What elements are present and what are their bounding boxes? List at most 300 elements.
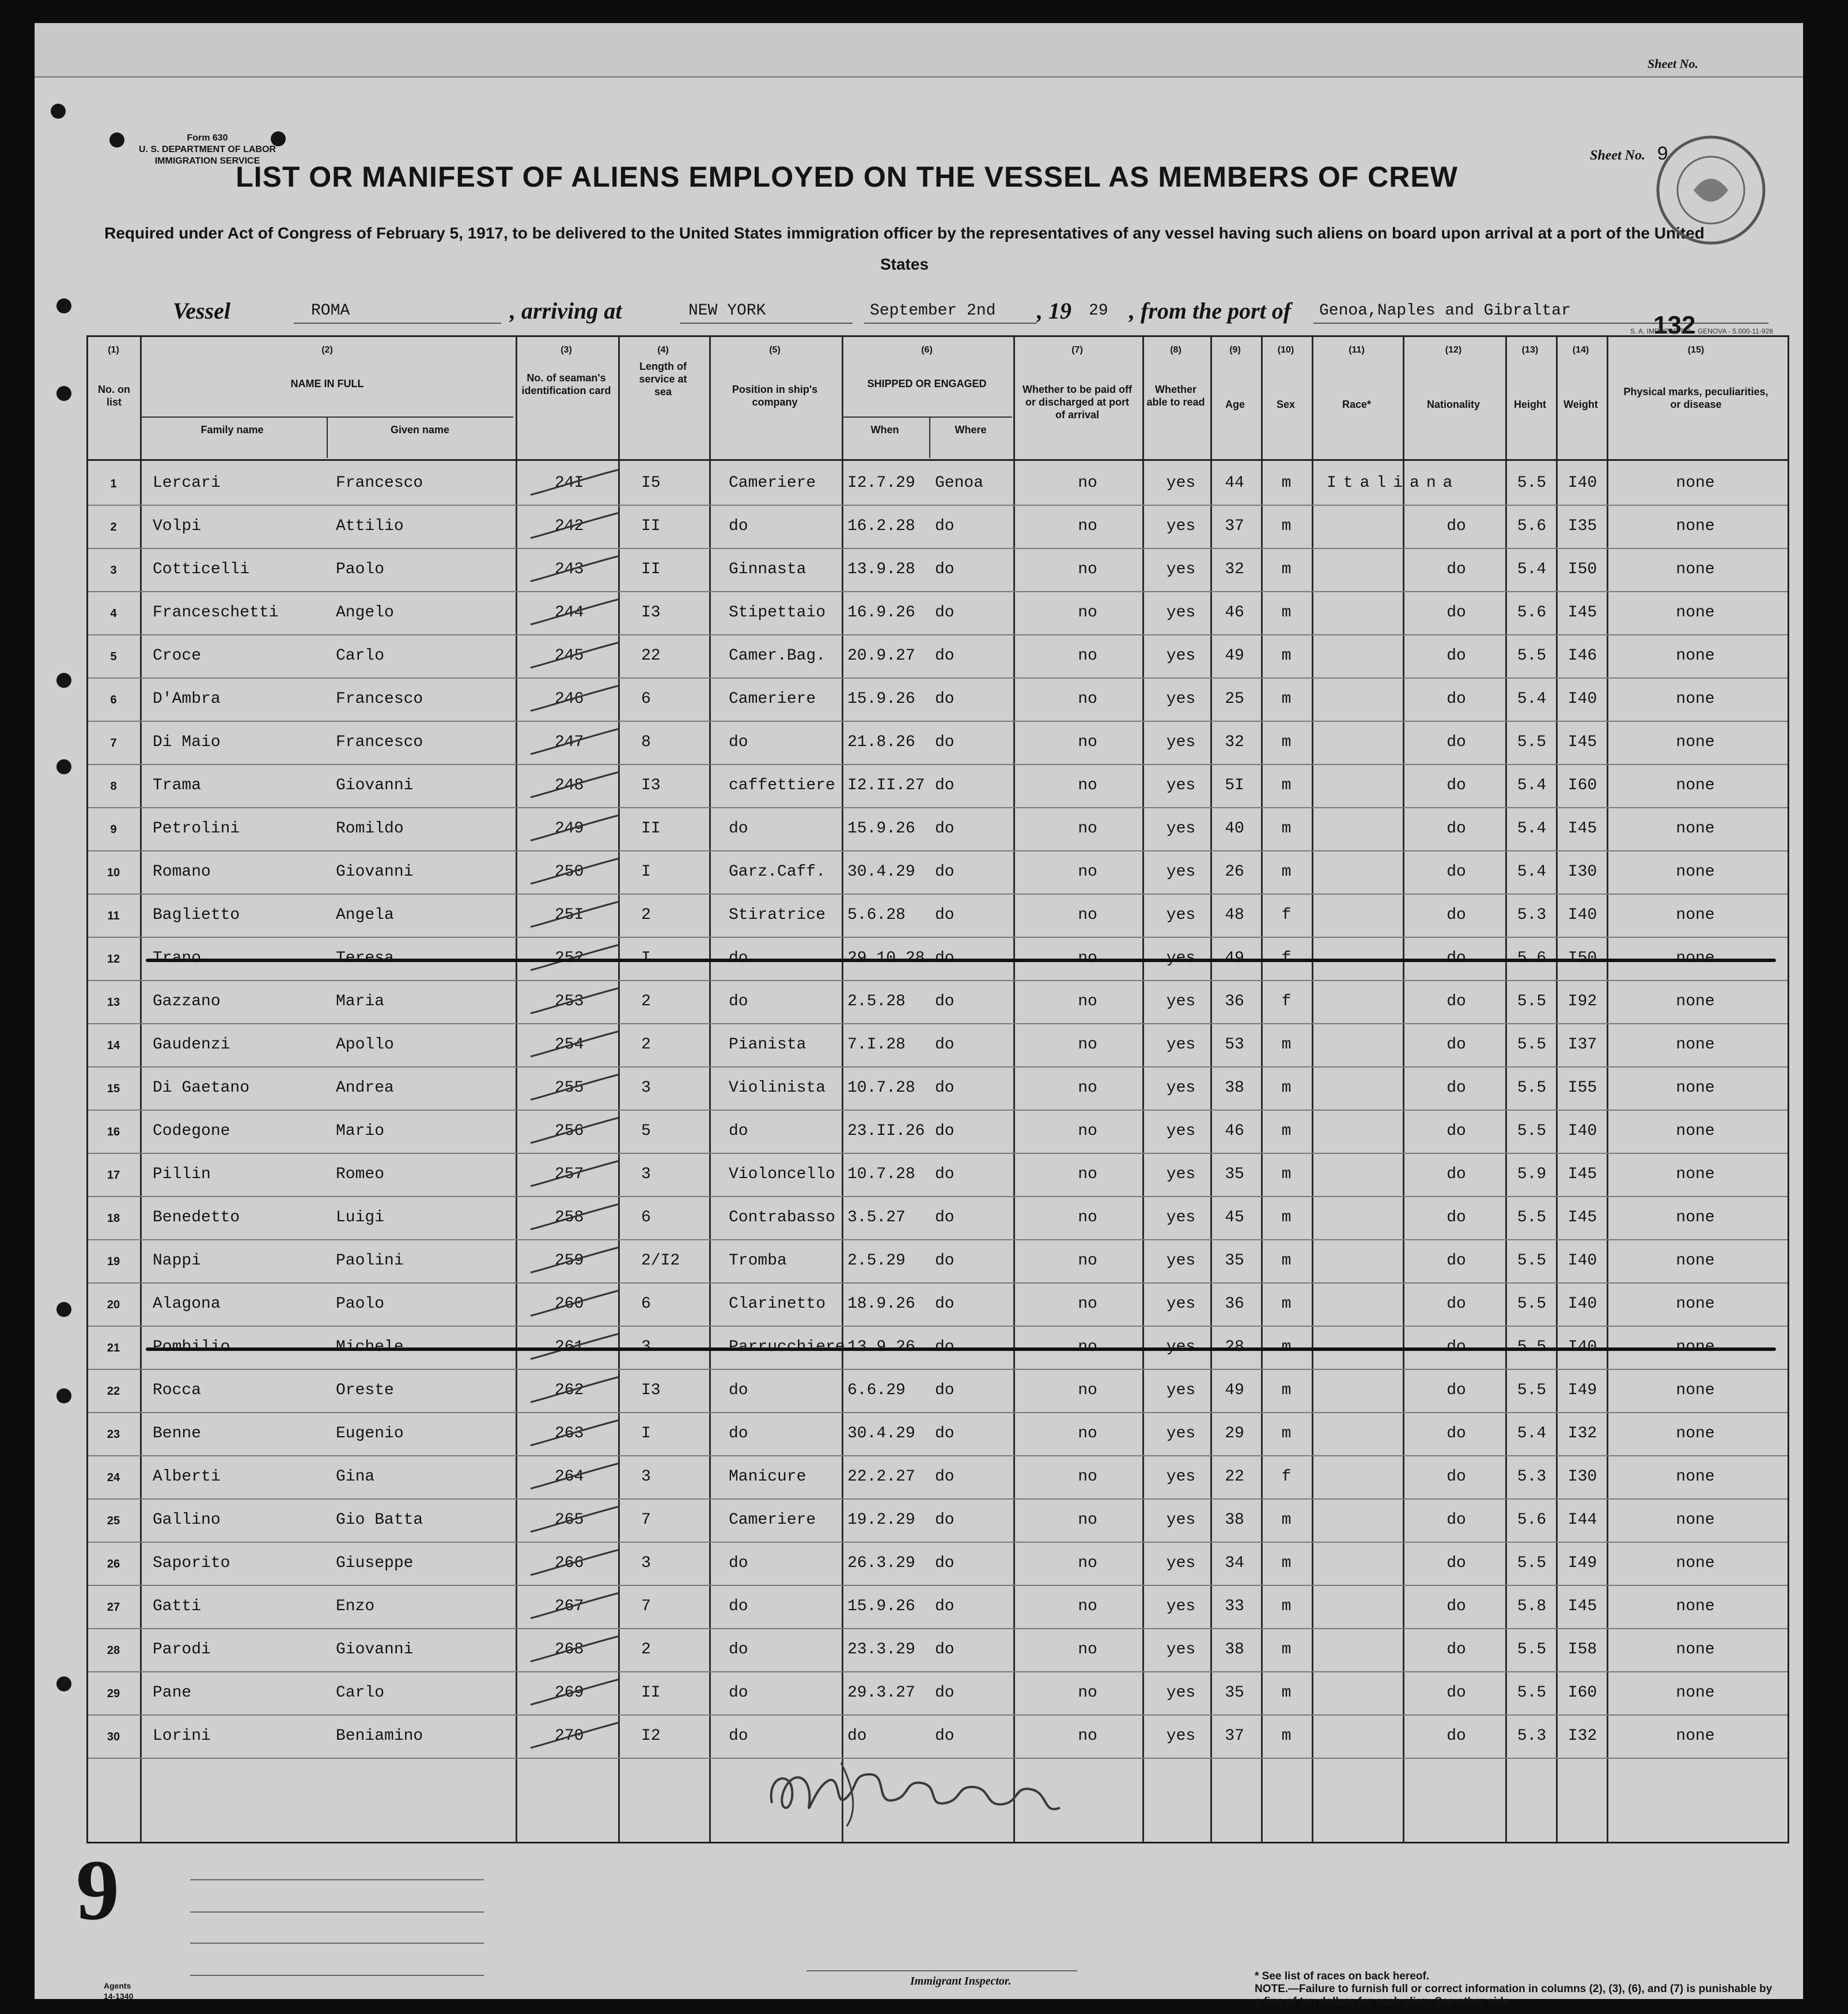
inspector-label: Immigrant Inspector. [910, 1975, 1012, 1988]
col-4-number: (4) [657, 345, 669, 355]
footer-line [190, 1911, 484, 1913]
cell-col-11: 37 [1225, 517, 1244, 535]
cell-col-11: 38 [1225, 1641, 1244, 1659]
cell-col-4: 255 [555, 1079, 584, 1097]
cell-col-3: Gina [336, 1468, 375, 1486]
cell-col-3: Apollo [336, 1036, 394, 1054]
cell-col-11: 35 [1225, 1252, 1244, 1270]
cell-col-6: Pianista [729, 1036, 806, 1054]
arrival-year: 29 [1089, 302, 1108, 320]
cell-col-4: 243 [555, 561, 584, 578]
fill-line [1313, 323, 1769, 324]
cell-col-10: yes [1166, 1165, 1196, 1183]
cell-col-6: Clarinetto [729, 1295, 826, 1313]
cell-col-17: none [1676, 690, 1715, 708]
from-port-label: , from the port of [1129, 298, 1292, 324]
cell-col-10: yes [1166, 604, 1196, 622]
cell-col-9: no [1078, 1684, 1097, 1702]
cell-col-11: 29 [1225, 1425, 1244, 1443]
check-mark-icon [526, 856, 624, 891]
cell-col-4: 269 [555, 1684, 584, 1702]
cell-col-17: none [1676, 777, 1715, 794]
cell-col-1: 22 [107, 1385, 120, 1398]
table-row [88, 679, 1788, 722]
cell-col-1: 28 [107, 1644, 120, 1657]
cell-col-16: I40 [1567, 906, 1597, 924]
cell-col-2: Benne [153, 1425, 202, 1443]
cell-col-14: do [1446, 1079, 1466, 1097]
cell-col-14: do [1446, 1554, 1466, 1572]
cell-col-16: I49 [1567, 1554, 1597, 1572]
check-mark-icon [526, 1547, 624, 1582]
cell-col-3: Maria [336, 993, 385, 1010]
table-row [88, 1629, 1788, 1672]
cell-col-2: Pillin [153, 1165, 211, 1183]
cell-col-1: 29 [107, 1687, 120, 1700]
cell-col-5: 7 [641, 1597, 651, 1615]
cell-col-2: Cotticelli [153, 561, 250, 578]
check-mark-icon [526, 1375, 624, 1409]
check-mark-icon [526, 597, 624, 631]
cell-col-1: 19 [107, 1255, 120, 1268]
cell-col-16: I30 [1567, 863, 1597, 881]
cell-col-7: do [847, 1727, 867, 1745]
cell-col-10: yes [1166, 1511, 1196, 1529]
col-10-header: Sex [1276, 399, 1296, 410]
cell-col-16: I32 [1567, 1727, 1597, 1745]
cell-col-14: do [1446, 1209, 1466, 1226]
col-11-number: (11) [1349, 345, 1365, 355]
fill-line [294, 323, 501, 324]
cell-col-17: none [1676, 733, 1715, 751]
cell-col-9: no [1078, 517, 1097, 535]
cell-col-8: do [935, 690, 955, 708]
sheet-number-value: 9 [1657, 144, 1669, 166]
cell-col-12: m [1281, 1597, 1292, 1615]
cell-col-9: no [1078, 1468, 1097, 1486]
check-mark-icon [526, 813, 624, 847]
cell-col-2: Alberti [153, 1468, 221, 1486]
col-14-number: (14) [1572, 345, 1589, 355]
cell-col-3: Giovanni [336, 863, 414, 881]
cell-col-7: 19.2.29 [847, 1511, 915, 1529]
cell-col-6: Contrabasso [729, 1209, 835, 1226]
col-15-header: Physical marks, peculiarities, or disease [1623, 386, 1769, 410]
cell-col-12: m [1281, 820, 1292, 838]
cell-col-9: no [1078, 1727, 1097, 1745]
cell-col-2: Di Gaetano [153, 1079, 250, 1097]
cell-col-14: do [1446, 1165, 1466, 1183]
col-8-header: Whether able to read [1146, 384, 1205, 408]
col-2-given-header: Given name [390, 424, 450, 436]
cell-col-11: 53 [1225, 1036, 1244, 1054]
cell-col-6: do [729, 1554, 748, 1572]
cell-col-10: yes [1166, 1122, 1196, 1140]
cell-col-4: 242 [555, 517, 584, 535]
cell-col-15: 5.4 [1517, 777, 1547, 794]
cell-col-14: do [1446, 1511, 1466, 1529]
inspector-line [806, 1970, 1077, 1971]
cell-col-17: none [1676, 863, 1715, 881]
cell-col-4: 266 [555, 1554, 584, 1572]
cell-col-7: 26.3.29 [847, 1554, 915, 1572]
table-row [88, 895, 1788, 938]
cell-col-16: I55 [1567, 1079, 1597, 1097]
col-9-header: Age [1225, 399, 1245, 410]
cell-col-17: none [1676, 1295, 1715, 1313]
cell-col-12: m [1281, 1252, 1292, 1270]
cell-col-5: II [641, 561, 661, 578]
cell-col-7: 10.7.28 [847, 1165, 915, 1183]
check-mark-icon [526, 1072, 624, 1107]
strike-through-line [146, 1347, 1776, 1351]
cell-col-4: 268 [555, 1641, 584, 1659]
cell-col-1: 2 [110, 521, 117, 533]
cell-col-16: I40 [1567, 474, 1597, 492]
cell-col-5: 3 [641, 1468, 651, 1486]
cell-col-1: 23 [107, 1428, 120, 1441]
cell-col-11: 22 [1225, 1468, 1244, 1486]
cell-col-14: do [1446, 820, 1466, 838]
cell-col-16: I50 [1567, 561, 1597, 578]
cell-col-15: 5.5 [1517, 1079, 1547, 1097]
cell-col-6: do [729, 993, 748, 1010]
cell-col-14: do [1446, 1597, 1466, 1615]
cell-col-4: 262 [555, 1381, 584, 1399]
col-7-header: Whether to be paid off or discharged at port of arrival [1023, 384, 1132, 421]
col-6-when-header: When [870, 424, 899, 436]
cell-col-4: 267 [555, 1597, 584, 1615]
cell-col-6: do [729, 1684, 748, 1702]
cell-col-11: 48 [1225, 906, 1244, 924]
check-mark-icon [526, 1115, 624, 1150]
cell-col-8: do [935, 517, 955, 535]
check-mark-icon [526, 1677, 624, 1712]
cell-col-15: 5.4 [1517, 863, 1547, 881]
table-row [88, 635, 1788, 679]
cell-col-15: 5.4 [1517, 561, 1547, 578]
cell-col-9: no [1078, 777, 1097, 794]
cell-col-15: 5.4 [1517, 1425, 1547, 1443]
cell-col-5: I2 [641, 1727, 661, 1745]
cell-col-5: 2/I2 [641, 1252, 680, 1270]
cell-col-14: do [1446, 517, 1466, 535]
vessel-name: ROMA [311, 302, 350, 320]
cell-col-16: I58 [1567, 1641, 1597, 1659]
cell-col-15: 5.5 [1517, 993, 1547, 1010]
col-1-header: No. on list [98, 384, 130, 408]
cell-col-12: m [1281, 1209, 1292, 1226]
cell-col-8: do [935, 1597, 955, 1615]
cell-col-11: 44 [1225, 474, 1244, 492]
cell-col-8: do [935, 604, 955, 622]
table-row [88, 1500, 1788, 1543]
cell-col-7: 20.9.27 [847, 647, 915, 665]
cell-col-3: Paolo [336, 561, 385, 578]
cell-col-11: 37 [1225, 1727, 1244, 1745]
cell-col-1: 15 [107, 1082, 120, 1095]
cell-col-2: Petrolini [153, 820, 240, 838]
cell-col-11: 40 [1225, 820, 1244, 838]
cell-col-5: 3 [641, 1165, 651, 1183]
fill-line [680, 323, 853, 324]
cell-col-10: yes [1166, 1425, 1196, 1443]
cell-col-1: 8 [110, 780, 117, 793]
cell-col-6: Stiratrice [729, 906, 826, 924]
cell-col-4: 257 [555, 1165, 584, 1183]
cell-col-6: caffettiere [729, 777, 835, 794]
cell-col-11: 36 [1225, 993, 1244, 1010]
sheet-big-number: 9 [76, 1842, 119, 1938]
cell-col-8: do [935, 561, 955, 578]
cell-col-8: do [935, 777, 955, 794]
cell-col-5: 8 [641, 733, 651, 751]
cell-col-7: 23.II.26 [847, 1122, 925, 1140]
cell-col-9: no [1078, 906, 1097, 924]
cell-col-1: 20 [107, 1298, 120, 1311]
cell-col-7: 23.3.29 [847, 1641, 915, 1659]
cell-col-6: do [729, 820, 748, 838]
cell-col-5: I [641, 863, 651, 881]
cell-col-10: yes [1166, 820, 1196, 838]
table-row [88, 808, 1788, 851]
cell-col-15: 5.5 [1517, 1381, 1547, 1399]
cell-col-5: 2 [641, 1641, 651, 1659]
cell-col-4: 250 [555, 863, 584, 881]
cell-col-3: Angela [336, 906, 394, 924]
cell-col-16: I37 [1567, 1036, 1597, 1054]
folio-number: 132 [1653, 311, 1696, 339]
cell-col-10: yes [1166, 1295, 1196, 1313]
cell-col-4: 244 [555, 604, 584, 622]
cell-col-10: yes [1166, 1684, 1196, 1702]
cell-col-8: do [935, 1641, 955, 1659]
cell-col-11: 33 [1225, 1597, 1244, 1615]
cell-col-10: yes [1166, 1597, 1196, 1615]
cell-col-8: do [935, 1036, 955, 1054]
cell-col-8: do [935, 647, 955, 665]
cell-col-5: II [641, 1684, 661, 1702]
cell-col-9: no [1078, 1381, 1097, 1399]
cell-col-10: yes [1166, 863, 1196, 881]
cell-col-12: m [1281, 1122, 1292, 1140]
cell-col-4: 249 [555, 820, 584, 838]
cell-col-12: m [1281, 1511, 1292, 1529]
header-sub-rule [327, 417, 328, 458]
cell-col-16: I45 [1567, 1597, 1597, 1615]
cell-col-11: 35 [1225, 1165, 1244, 1183]
col-6-header: SHIPPED OR ENGAGED [867, 378, 987, 389]
cell-col-8: do [935, 1511, 955, 1529]
cell-col-1: 13 [107, 996, 120, 1009]
cell-col-11: 35 [1225, 1684, 1244, 1702]
cell-col-1: 5 [110, 650, 117, 663]
cell-col-15: 5.5 [1517, 474, 1547, 492]
cell-col-2: Gatti [153, 1597, 202, 1615]
col-12-number: (12) [1445, 345, 1462, 355]
cell-col-14: do [1446, 561, 1466, 578]
col-7-number: (7) [1071, 345, 1083, 355]
cell-col-3: Luigi [336, 1209, 385, 1226]
check-mark-icon [526, 1245, 624, 1279]
cell-col-17: none [1676, 1554, 1715, 1572]
printer-line: S. A. IMPRESE TIP. - GENOVA - 5.000-11-928 [1630, 327, 1773, 335]
cell-col-17: none [1676, 647, 1715, 665]
cell-col-3: Beniamino [336, 1727, 423, 1745]
cell-col-3: Carlo [336, 1684, 385, 1702]
cell-col-12: m [1281, 1079, 1292, 1097]
cell-col-2: Romano [153, 863, 211, 881]
cell-col-11: 25 [1225, 690, 1244, 708]
year-prefix: , 19 [1037, 298, 1071, 324]
cell-col-2: Lercari [153, 474, 221, 492]
punch-hole [56, 1388, 71, 1403]
cell-col-3: Enzo [336, 1597, 375, 1615]
col-15-number: (15) [1687, 345, 1705, 355]
cell-col-12: m [1281, 1381, 1292, 1399]
cell-col-10: yes [1166, 1554, 1196, 1572]
cell-col-2: Volpi [153, 517, 202, 535]
cell-col-1: 16 [107, 1126, 120, 1138]
cell-col-6: do [729, 517, 748, 535]
sheet-number-label: Sheet No. [1590, 148, 1645, 163]
cell-col-7: I2.7.29 [847, 474, 915, 492]
cell-col-7: 29.3.27 [847, 1684, 915, 1702]
check-mark-icon [526, 467, 624, 502]
cell-col-1: 11 [107, 910, 120, 922]
check-mark-icon [526, 1202, 624, 1236]
col-14-header: Weight [1563, 399, 1598, 410]
cell-col-14: do [1446, 604, 1466, 622]
cell-col-1: 18 [107, 1212, 120, 1225]
col-5-number: (5) [769, 345, 781, 355]
cell-col-17: none [1676, 517, 1715, 535]
cell-col-15: 5.5 [1517, 1554, 1547, 1572]
cell-col-15: 5.5 [1517, 1122, 1547, 1140]
cell-col-1: 12 [107, 953, 120, 966]
cell-col-17: none [1676, 1511, 1715, 1529]
cell-col-4: 24I [555, 474, 584, 492]
col-12-header: Nationality [1426, 399, 1480, 410]
cell-col-6: Violoncello [729, 1165, 835, 1183]
cell-col-5: 2 [641, 1036, 651, 1054]
col-3-number: (3) [561, 345, 572, 355]
cell-col-6: Violinista [729, 1079, 826, 1097]
col-6-number: (6) [921, 345, 933, 355]
cell-col-6: Cameriere [729, 1511, 816, 1529]
cell-col-12: m [1281, 1727, 1292, 1745]
fill-line [864, 323, 1037, 324]
cell-col-5: 6 [641, 1209, 651, 1226]
check-mark-icon [526, 510, 624, 545]
cell-col-10: yes [1166, 690, 1196, 708]
cell-col-15: 5.3 [1517, 906, 1547, 924]
cell-col-12: m [1281, 1036, 1292, 1054]
cell-col-12: f [1281, 906, 1292, 924]
punch-hole [56, 673, 71, 688]
cell-col-4: 25I [555, 906, 584, 924]
cell-col-6: do [729, 1641, 748, 1659]
cell-col-7: 15.9.26 [847, 690, 915, 708]
cell-col-6: do [729, 1425, 748, 1443]
cell-col-7: 5.6.28 [847, 906, 906, 924]
cell-col-14: do [1446, 647, 1466, 665]
arriving-port: NEW YORK [688, 302, 766, 320]
cell-col-12: m [1281, 1165, 1292, 1183]
cell-col-8: do [935, 906, 955, 924]
check-mark-icon [526, 1288, 624, 1323]
cell-col-17: none [1676, 1684, 1715, 1702]
cell-col-12: m [1281, 647, 1292, 665]
cell-col-17: none [1676, 1597, 1715, 1615]
cell-col-17: none [1676, 993, 1715, 1010]
table-row [88, 1111, 1788, 1154]
arrival-date: September 2nd [870, 302, 996, 320]
cell-col-15: 5.5 [1517, 1209, 1547, 1226]
cell-col-10: yes [1166, 1727, 1196, 1745]
cell-col-15: 5.9 [1517, 1165, 1547, 1183]
cell-col-16: I30 [1567, 1468, 1597, 1486]
cell-col-7: 15.9.26 [847, 1597, 915, 1615]
cell-col-4: 253 [555, 993, 584, 1010]
table-row [88, 549, 1788, 592]
table-row [88, 722, 1788, 765]
cell-col-11: 46 [1225, 604, 1244, 622]
cell-col-3: Romildo [336, 820, 404, 838]
cell-col-3: Romeo [336, 1165, 385, 1183]
cell-col-8: do [935, 863, 955, 881]
cell-col-17: none [1676, 1727, 1715, 1745]
cell-col-1: 3 [110, 564, 117, 577]
cell-col-3: Attilio [336, 517, 404, 535]
col-13-number: (13) [1521, 345, 1539, 355]
cell-col-9: no [1078, 733, 1097, 751]
cell-col-16: I60 [1567, 777, 1597, 794]
punch-hole [56, 298, 71, 313]
cell-col-4: 248 [555, 777, 584, 794]
cell-col-12: m [1281, 1684, 1292, 1702]
table-row [88, 506, 1788, 549]
check-mark-icon [526, 1461, 624, 1496]
cell-col-11: 46 [1225, 1122, 1244, 1140]
cell-col-14: do [1446, 1295, 1466, 1313]
cell-col-2: Baglietto [153, 906, 240, 924]
cell-col-11: 32 [1225, 561, 1244, 578]
cell-col-11: 49 [1225, 1381, 1244, 1399]
cell-col-16: I45 [1567, 1209, 1597, 1226]
cell-col-11: 45 [1225, 1209, 1244, 1226]
cell-col-8: do [935, 1425, 955, 1443]
cell-col-4: 259 [555, 1252, 584, 1270]
cell-col-15: 5.5 [1517, 1641, 1547, 1659]
cell-col-8: do [935, 820, 955, 838]
cell-col-14: do [1446, 993, 1466, 1010]
cell-col-11: 5I [1225, 777, 1244, 794]
cell-col-1: 21 [107, 1342, 120, 1354]
check-mark-icon [526, 640, 624, 675]
col-11-header: Race* [1342, 399, 1372, 410]
consulate-stamp [1653, 132, 1769, 248]
footer-line [190, 1975, 484, 1976]
cell-col-8: do [935, 1554, 955, 1572]
cell-col-9: no [1078, 1122, 1097, 1140]
table-row [88, 1154, 1788, 1197]
cell-col-12: m [1281, 604, 1292, 622]
cell-col-1: 17 [107, 1169, 120, 1182]
punch-hole [56, 1676, 71, 1691]
cell-col-5: 5 [641, 1122, 651, 1140]
cell-col-12: m [1281, 733, 1292, 751]
